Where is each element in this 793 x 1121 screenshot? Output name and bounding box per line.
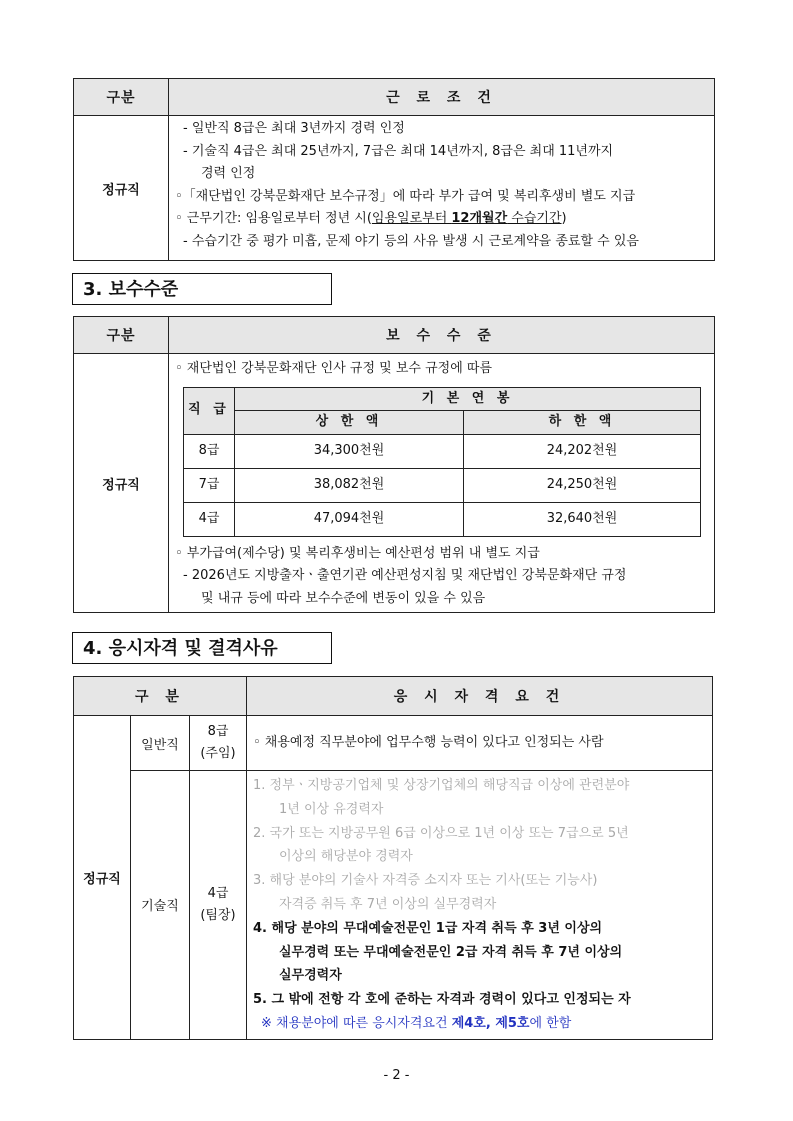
grade-cell: 4급 <box>184 502 235 536</box>
requirement-item: 3. 해당 분야의 기술사 자격증 소지자 또는 기사(또는 기능사) <box>253 873 598 889</box>
probation-underline: 임용일로부터 12개월간 수습기간 <box>371 211 562 226</box>
col-header-requirements: 응 시 자 격 요 건 <box>247 677 713 716</box>
lower-cell: 32,640천원 <box>464 502 701 536</box>
category-cell: 정규직 <box>74 116 169 261</box>
upper-limit-header: 상 한 액 <box>235 411 464 435</box>
lower-cell: 24,250천원 <box>464 468 701 502</box>
requirement-item: 실무경력 또는 무대예술전문인 2급 자격 취득 후 7년 이상의 <box>279 944 623 960</box>
grade-cell: 7급 <box>184 468 235 502</box>
section-title-qualifications: 4. 응시자격 및 결격사유 <box>72 632 332 664</box>
col-header-salary: 보 수 수 준 <box>169 317 715 354</box>
table-row <box>184 502 701 536</box>
condition-line: - 기술직 4급은 최대 25년까지, 7급은 최대 14년까지, 8급은 최대 11년까지 <box>183 143 614 159</box>
salary-note: - 2026년도 지방출자ㆍ출연기관 예산편성지침 및 재단법인 강북문화재단 규정 <box>183 568 627 583</box>
condition-line: ◦「재단법인 강북문화재단 보수규정」에 따라 부가 급여 및 복리후생비 별도 지급 <box>175 188 636 204</box>
upper-cell: 34,300천원 <box>235 434 464 468</box>
table-row <box>184 468 701 502</box>
salary-grade-table <box>183 387 701 537</box>
col-header-conditions: 근 로 조 건 <box>169 79 715 116</box>
table-row <box>184 434 701 468</box>
requirement-item: 자격증 취득 후 7년 이상의 실무경력자 <box>279 896 497 912</box>
category-cell: 정규직 <box>74 354 169 613</box>
salary-note: ◦ 부가급여(제수당) 및 복리후생비는 예산편성 범위 내 별도 지급 <box>175 545 540 561</box>
condition-line: 경력 인정 <box>201 166 256 181</box>
salary-cell <box>169 354 715 613</box>
lower-limit-header: 하 한 액 <box>464 411 701 435</box>
type-technical: 기술직 <box>131 771 190 1040</box>
section-title-salary: 3. 보수수준 <box>72 273 332 305</box>
requirement-item: 5. 그 밖에 전항 각 호에 준하는 자격과 경력이 있다고 인정되는 자 <box>253 992 631 1008</box>
condition-line: - 수습기간 중 평가 미흡, 문제 야기 등의 사유 발생 시 근로계약을 종료할 수 있음 <box>183 233 639 249</box>
grade-cell: 8급 <box>184 434 235 468</box>
col-header-category: 구 분 <box>74 677 247 716</box>
qualifications-table <box>73 676 713 1040</box>
condition-line: ◦ 근무기간: 임용일로부터 정년 시(임용일로부터 12개월간 수습기간) <box>175 211 567 226</box>
upper-cell: 47,094천원 <box>235 502 464 536</box>
page-number: - 2 - <box>383 1068 410 1083</box>
requirement-technical <box>247 771 713 1040</box>
requirement-item: 이상의 해당분야 경력자 <box>279 849 413 865</box>
salary-intro: ◦ 재단법인 강북문화재단 인사 규정 및 보수 규정에 따름 <box>175 361 493 376</box>
col-header-category: 구분 <box>74 79 169 116</box>
lower-cell: 24,202천원 <box>464 434 701 468</box>
grade-header: 직 급 <box>184 387 235 434</box>
requirement-item: 2. 국가 또는 지방공무원 6급 이상으로 1년 이상 또는 7급으로 5년 <box>253 825 629 841</box>
grade-technical: 4급 (팀장) <box>190 771 247 1040</box>
base-salary-header: 기 본 연 봉 <box>235 387 701 411</box>
condition-line: - 일반직 8급은 최대 3년까지 경력 인정 <box>183 121 405 136</box>
salary-note: 및 내규 등에 따라 보수수준에 변동이 있을 수 있음 <box>201 590 486 606</box>
upper-cell: 38,082천원 <box>235 468 464 502</box>
col-header-category: 구분 <box>74 317 169 354</box>
requirement-item: 1. 정부ㆍ지방공기업체 및 상장기업체의 해당직급 이상에 관련분야 <box>253 778 630 793</box>
requirement-general: ◦ 채용예정 직무분야에 업무수행 능력이 있다고 인정되는 사람 <box>247 716 713 771</box>
grade-general: 8급 (주임) <box>190 716 247 771</box>
work-conditions-table <box>73 78 715 261</box>
conditions-cell <box>169 116 715 261</box>
category-cell: 정규직 <box>74 716 131 1040</box>
requirement-item: 1년 이상 유경력자 <box>279 801 384 817</box>
requirement-note: ※ 채용분야에 따른 응시자격요건 제4호, 제5호에 한함 <box>261 1015 572 1031</box>
requirement-item: 4. 해당 분야의 무대예술전문인 1급 자격 취득 후 3년 이상의 <box>253 920 603 936</box>
type-general: 일반직 <box>131 716 190 771</box>
requirement-item: 실무경력자 <box>279 968 342 984</box>
salary-table <box>73 316 715 613</box>
